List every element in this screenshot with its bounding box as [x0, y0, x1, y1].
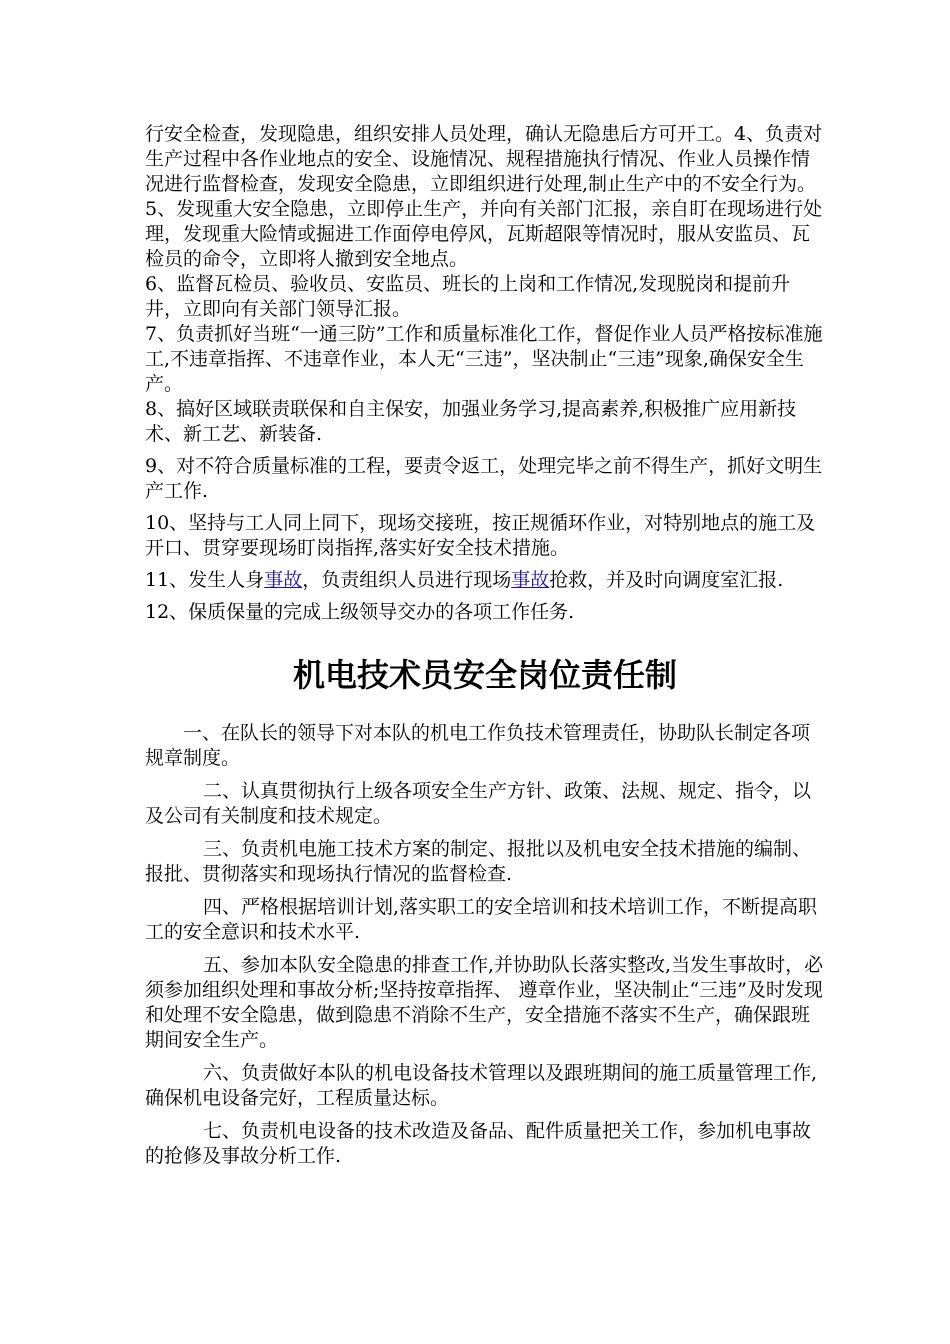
duty-item-3: 三、负责机电施工技术方案的制定、报批以及机电安全技术措施的编制、报批、贯彻落实和现场执行情况的监督检查. [145, 838, 812, 885]
paragraph-3-4: 行安全检查，发现隐患，组织安排人员处理，确认无隐患后方可开工。4、负责对生产过程中各作业地点的安全、设施情况、规程措施执行情况、作业人员操作情况进行监督检查，发现安全隐患，立即组织进行处理,制止生产中的不安全行为。 [145, 123, 823, 195]
paragraph-5: 5、发现重大安全隐患，立即停止生产，并向有关部门汇报，亲自盯在现场进行处理，发现重大险情或掘进工作面停电停风，瓦斯超限等情况时，服从安监员、瓦检员的命令，立即将人撤到安全地点。 [145, 198, 823, 270]
paragraph-11-text-c: 抢救，并及时向调度室汇报. [549, 569, 784, 591]
paragraph-11-text-b: ，负责组织人员进行现场 [302, 569, 512, 591]
accident-link-2[interactable]: 事故 [511, 569, 550, 591]
paragraph-8: 8、搞好区域联责联保和自主保安，加强业务学习,提高素养,积极推广应用新技术、新工艺、新装备. [145, 398, 797, 445]
duty-item-5: 五、参加本队安全隐患的排查工作,并协助队长落实整改,当发生事故时，必须参加组织处理和事故分析;坚持按章指挥、 遵章作业，坚决制止“三违”及时发现和处理不安全隐患，做到隐患不消除不生产，安全措施不落实不生产，确保跟班期间安全生产。 [145, 954, 824, 1051]
paragraph-6: 6、监督瓦检员、验收员、安监员、班长的上岗和工作情况,发现脱岗和提前升井，立即向有关部门领导汇报。 [145, 273, 791, 320]
paragraph-11 [145, 568, 825, 593]
paragraph-7: 7、负责抓好当班“一通三防”工作和质量标准化工作，督促作业人员严格按标准施工,不违章指挥、不违章作业，本人无“三违”，坚决制止“三违”现象,确保安全生产。 [145, 323, 823, 395]
duty-item-2: 二、认真贯彻执行上级各项安全生产方针、政策、法规、规定、指令，以及公司有关制度和技术规定。 [145, 780, 812, 827]
paragraph-12: 12、保质保量的完成上级领导交办的各项工作任务. [145, 601, 575, 623]
paragraph-10: 10、坚持与工人同上同下，现场交接班，按正规循环作业，对特别地点的施工及开口、贯穿要现场盯岗指挥,落实好安全技术措施。 [145, 512, 816, 559]
duty-item-6: 六、负责做好本队的机电设备技术管理以及跟班期间的施工质量管理工作,确保机电设备完好，工程质量达标。 [145, 1062, 818, 1109]
duty-item-4: 四、严格根据培训计划,落实职工的安全培训和技术培训工作，不断提高职工的安全意识和技术水平. [145, 896, 818, 943]
duty-item-7: 七、负责机电设备的技术改造及备品、配件质量把关工作，参加机电事故的抢修及事故分析工作. [145, 1120, 812, 1167]
paragraph-9: 9、对不符合质量标准的工程，要责令返工，处理完毕之前不得生产，抓好文明生产工作. [145, 455, 823, 502]
paragraph-11-text-a: 11、发生人身 [145, 569, 265, 591]
accident-link-1[interactable]: 事故 [264, 569, 303, 591]
duty-item-1: 一、在队长的领导下对本队的机电工作负技术管理责任，协助队长制定各项规章制度。 [145, 722, 811, 769]
section-title: 机电技术员安全岗位责任制 [292, 656, 677, 694]
document-page [145, 122, 825, 1169]
